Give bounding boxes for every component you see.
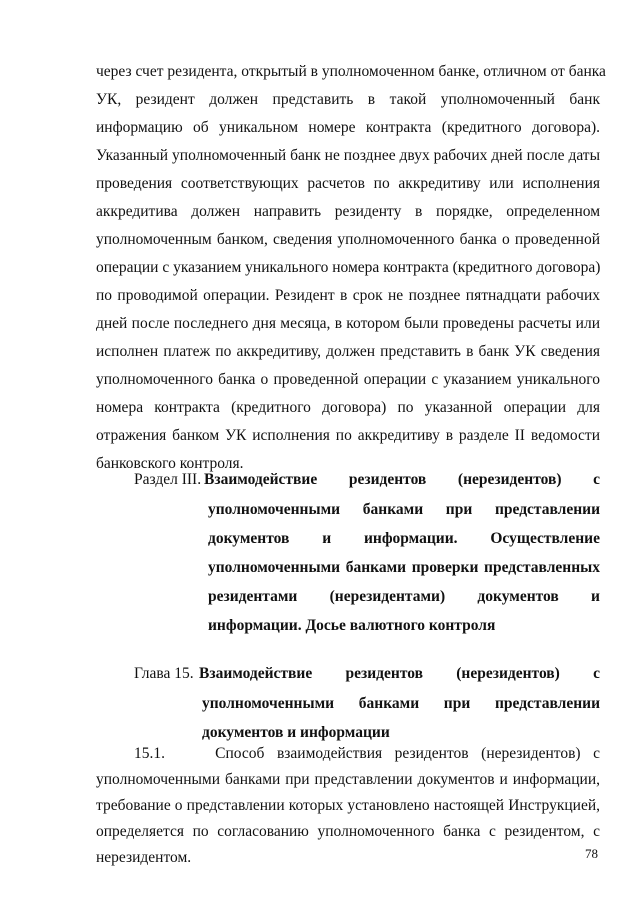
- section-title-line: уполномоченными банками при представлении: [208, 501, 600, 518]
- paragraph-1-line: аккредитива должен направить резиденту в порядке, определенном: [96, 203, 600, 220]
- section-title-line: документов и информации. Осуществление: [208, 530, 600, 547]
- paragraph-1-line: отражения банком УК исполнения по аккредитиву в разделе II ведомости: [96, 427, 600, 444]
- paragraph-2-line: нерезидентом.: [96, 849, 192, 866]
- section-title-line: Взаимодействие резидентов (нерезидентов) с: [204, 471, 600, 488]
- chapter-title-line: документов и информации: [202, 724, 390, 741]
- paragraph-1-line: операции с указанием уникального номера контракта (кредитного договора): [96, 259, 601, 276]
- chapter-label: Глава 15.: [134, 665, 194, 682]
- paragraph-1-line: проведения соответствующих расчетов по аккредитиву или исполнения: [96, 175, 600, 192]
- paragraph-1-line: номера контракта (кредитного договора) по указанной операции для: [96, 399, 600, 416]
- section-title-line: уполномоченными банками проверки представленных: [208, 559, 600, 576]
- paragraph-1-line: информацию об уникальном номере контракта (кредитного договора).: [96, 119, 600, 136]
- section-label: Раздел III.: [134, 471, 202, 488]
- paragraph-1-line: банковского контроля.: [96, 455, 244, 472]
- paragraph-1-line: УК, резидент должен представить в такой уполномоченный банк: [96, 91, 600, 108]
- paragraph-1-line: через счет резидента, открытый в уполномоченном банке, отличном от банка: [96, 63, 606, 80]
- paragraph-1-line: по проводимой операции. Резидент в срок не позднее пятнадцати рабочих: [96, 287, 600, 304]
- paragraph-1-line: исполнен платеж по аккредитиву, должен представить в банк УК сведения: [96, 343, 600, 360]
- paragraph-1-line: уполномоченного банка о проведенной операции с указанием уникального: [96, 371, 600, 388]
- paragraph-1-line: Указанный уполномоченный банк не позднее двух рабочих дней после даты: [96, 147, 600, 164]
- paragraph-2-line: требование о представлении которых установлено настоящей Инструкцией,: [96, 797, 600, 814]
- page-number: 78: [585, 846, 598, 861]
- paragraph-2-line: определяется по согласованию уполномоченного банка с резидентом, с: [96, 823, 600, 840]
- paragraph-2-line: уполномоченными банками при представлении документов и информации,: [96, 771, 600, 788]
- chapter-title-line: уполномоченными банками при представлении: [202, 695, 600, 712]
- paragraph-1-line: уполномоченным банком, сведения уполномоченного банка о проведенной: [96, 231, 600, 248]
- paragraph-1-line: дней после последнего дня месяца, в котором были проведены расчеты или: [96, 315, 600, 332]
- section-title-line: резидентами (нерезидентами) документов и: [208, 588, 600, 605]
- chapter-title-line: Взаимодействие резидентов (нерезидентов) с: [199, 665, 600, 682]
- paragraph-2-line: 15.1. Способ взаимодействия резидентов (нерезидентов) с: [134, 745, 600, 762]
- section-title-line: информации. Досье валютного контроля: [208, 617, 496, 634]
